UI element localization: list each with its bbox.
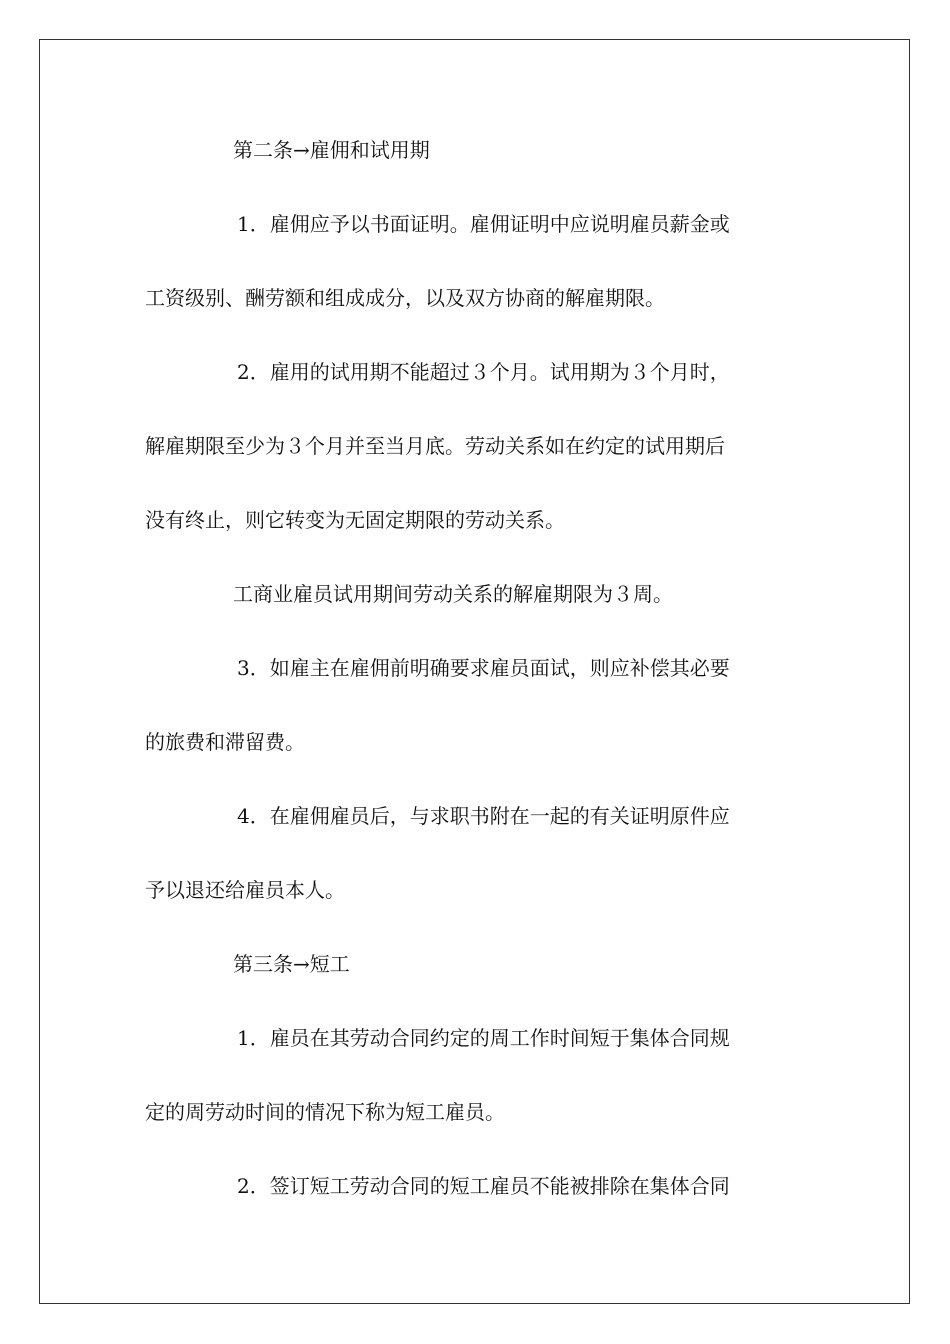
article-2-paragraph-5-cont: 予以退还给雇员本人。 [145,878,345,902]
article-2-paragraph-2: 2．雇用的试用期不能超过３个月。试用期为３个月时， [237,360,730,384]
article-3-paragraph-1-cont: 定的周劳动时间的情况下称为短工雇员。 [145,1100,505,1124]
article-3-paragraph-2: 2．签订短工劳动合同的短工雇员不能被排除在集体合同 [237,1174,730,1198]
article-2-heading: 第二条→雇佣和试用期 [233,138,430,162]
article-2-paragraph-2-cont-1: 解雇期限至少为３个月并至当月底。劳动关系如在约定的试用期后 [145,434,725,458]
article-3-heading: 第三条→短工 [233,952,350,976]
article-2-paragraph-3: 工商业雇员试用期间劳动关系的解雇期限为３周。 [233,582,673,606]
document-body [145,132,793,1205]
article-2-paragraph-2-cont-2: 没有终止，则它转变为无固定期限的劳动关系。 [145,508,565,532]
article-2-paragraph-1-cont: 工资级别、酬劳额和组成成分，以及双方协商的解雇期限。 [145,286,665,310]
article-2-paragraph-5: 4．在雇佣雇员后，与求职书附在一起的有关证明原件应 [237,804,730,828]
article-2-paragraph-1: 1．雇佣应予以书面证明。雇佣证明中应说明雇员薪金或 [237,212,730,236]
article-2-paragraph-4: 3．如雇主在雇佣前明确要求雇员面试，则应补偿其必要 [237,656,730,680]
article-3-paragraph-1: 1．雇员在其劳动合同约定的周工作时间短于集体合同规 [237,1026,730,1050]
article-2-paragraph-4-cont: 的旅费和滞留费。 [145,730,305,754]
